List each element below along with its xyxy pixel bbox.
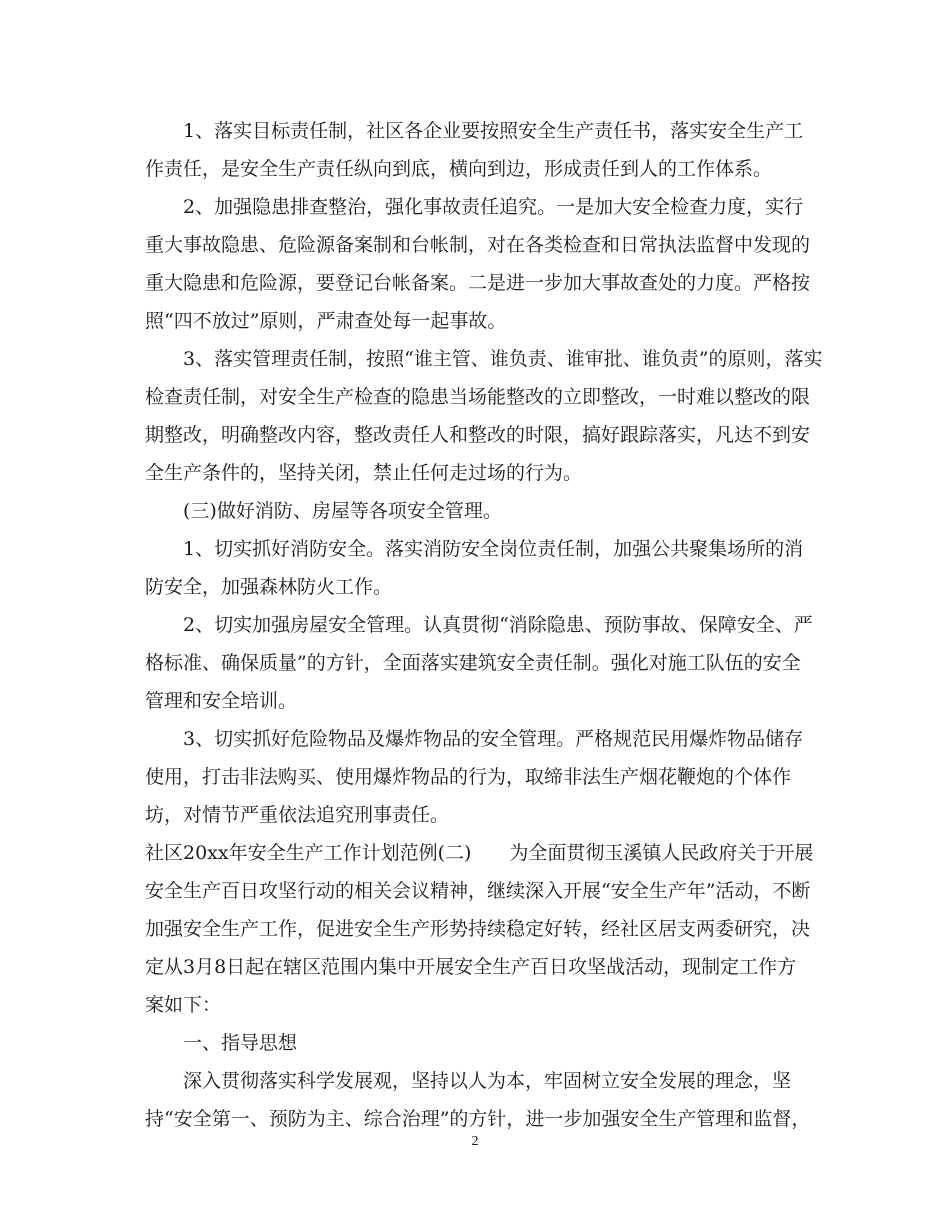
paragraph-line: 1、落实目标责任制，社区各企业要按照安全生产责任书，落实安全生产工: [183, 120, 804, 142]
paragraph-line: 作责任，是安全生产责任纵向到底，横向到边，形成责任到人的工作体系。: [145, 158, 773, 180]
paragraph-line: 重大隐患和危险源，要登记台帐备案。二是进一步加大事故查处的力度。严格按: [145, 272, 811, 294]
paragraph-line: 安全生产百日攻坚行动的相关会议精神，继续深入开展“安全生产年”活动，不断: [145, 880, 811, 902]
paragraph-line: 3、切实抓好危险物品及爆炸物品的安全管理。严格规范民用爆炸物品储存: [183, 728, 804, 750]
paragraph-line: 深入贯彻落实科学发展观，坚持以人为本，牢固树立安全发展的理念，坚: [183, 1070, 792, 1092]
section-heading: (三)做好消防、房屋等各项安全管理。: [183, 500, 502, 522]
section-heading: 一、指导思想: [183, 1032, 298, 1054]
paragraph-line: 持“安全第一、预防为主、综合治理”的方针，进一步加强安全生产管理和监督，: [145, 1108, 811, 1130]
document-body: [145, 112, 823, 1138]
paragraph-line: 检查责任制，对安全生产检查的隐患当场能整改的立即整改，一时难以整改的限: [145, 386, 811, 408]
paragraph-line: 加强安全生产工作，促进安全生产形势持续稳定好转，经社区居支两委研究，决: [145, 918, 811, 940]
page-number: 2: [471, 1134, 479, 1149]
paragraph-line: 防安全，加强森林防火工作。: [145, 576, 393, 598]
paragraph-line: 期整改，明确整改内容，整改责任人和整改的时限，搞好跟踪落实，凡达不到安: [145, 424, 811, 446]
paragraph-line: 坊，对情节严重依法追究刑事责任。: [145, 804, 450, 826]
paragraph-line: 1、切实抓好消防安全。落实消防安全岗位责任制，加强公共聚集场所的消: [183, 538, 804, 560]
paragraph-line: 使用，打击非法购买、使用爆炸物品的行为，取缔非法生产烟花鞭炮的个体作: [145, 766, 792, 788]
paragraph-line: 2、切实加强房屋安全管理。认真贯彻“消除隐患、预防事故、保障安全、严: [183, 614, 813, 636]
paragraph-line: 定从3月8日起在辖区范围内集中开展安全生产百日攻坚战活动，现制定工作方: [145, 956, 797, 978]
paragraph-line: 格标准、确保质量”的方针，全面落实建筑安全责任制。强化对施工队伍的安全: [145, 652, 801, 674]
paragraph-line: 2、加强隐患排查整治，强化事故责任追究。一是加大安全检查力度，实行: [183, 196, 804, 218]
paragraph-line: 照“四不放过”原则，严肃查处每一起事故。: [145, 310, 507, 332]
paragraph-line: 3、落实管理责任制，按照“谁主管、谁负责、谁审批、谁负责”的原则，落实: [183, 348, 823, 370]
paragraph-line: 全生产条件的，坚持关闭，禁止任何走过场的行为。: [145, 462, 583, 484]
paragraph-line: 管理和安全培训。: [145, 690, 298, 712]
section-title-line: 社区20xx年安全生产工作计划范例(二) 为全面贯彻玉溪镇人民政府关于开展: [145, 842, 814, 864]
paragraph-line: 重大事故隐患、危险源备案制和台帐制，对在各类检查和日常执法监督中发现的: [145, 234, 811, 256]
paragraph-line: 案如下：: [145, 994, 222, 1016]
